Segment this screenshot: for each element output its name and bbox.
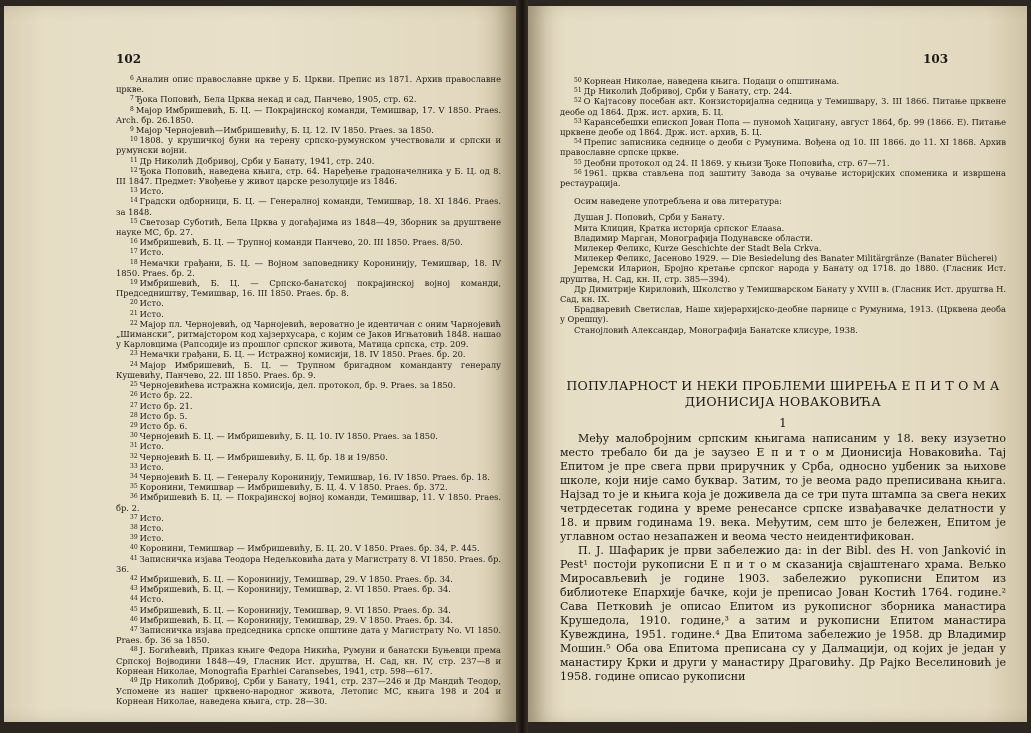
footnote — [116, 574, 501, 584]
footnote-text: Исто бр. 21. — [139, 400, 193, 411]
footnote-number: 36 — [130, 493, 138, 501]
footnote-text: Имбришевић, Б. Ц. — Трупној команди Панчево, 20. III 1850. Praes. 8/50. — [139, 237, 463, 248]
footnote-number: 30 — [130, 432, 138, 440]
footnote — [116, 554, 501, 574]
footnote-number: 53 — [574, 117, 582, 125]
footnote — [116, 380, 501, 390]
footnote-number: 41 — [130, 554, 138, 562]
footnote — [116, 319, 501, 350]
footnote-text: Имбришевић, Б. Ц. — Коронинију, Темишвар, 29. V 1850. Praes. бр. 34. — [139, 573, 453, 584]
footnote-number: 15 — [130, 217, 138, 225]
footnote — [116, 431, 501, 441]
section-number: 1 — [779, 416, 787, 430]
footnote-text: Аналин опис православне цркве у Б. Цркви. Препис из 1871. Архив православне цркве. — [116, 74, 501, 95]
footnote-text: Исто. — [139, 594, 164, 605]
footnote-text: Черноjевић Б. Ц. — Имбришевићу, Б. Ц. 10. IV 1850. Praes. за 1850. — [139, 431, 438, 442]
footnote — [560, 137, 1006, 157]
paragraph: П. Ј. Шафарик је први забележио да: in der Bibl. des H. von Janković in Pest¹ постоји рукописни Е п и т о м сказанија свјаштенаго храма. Вељко Миросављевић је године 1903. забележио рукописни Епитом из библиотеке Епархије бачке, који је преписао Јован Костић 1764. године.² Сава Петковић је описао Епитом из рукописног зборника манастира Крушедола, 1910. године,³ а затим и рукописни Епитом манастира Кувеждина, 1951. године.⁴ Два Епитома забележио је 1958. др Владимир Мошин.⁵ Оба ова Епитома преписана су у Далмацији, од којих је један у манастиру Крки и други у манастиру Драговићу. Др Рајко Веселиновић је 1958. године описао рукописни — [560, 544, 1006, 683]
footnote-number: 23 — [130, 350, 138, 358]
footnote-number: 11 — [130, 156, 138, 164]
footnote-number: 10 — [130, 136, 138, 144]
footnote-text: Коронини, Темишвар — Имбришевићу, Б. Ц. 4. V 1850. Praes. бр. 372. — [139, 482, 448, 493]
footnote-text: Ђока Поповић, Бела Црква некад и сад, Панчево, 1905, стр. 62. — [135, 94, 417, 105]
footnote-text: Имбришевић, Б. Ц. — Коронинију, Темишвар, 9. VI 1850. Praes. бр. 34. — [139, 604, 451, 615]
footnote — [116, 625, 501, 645]
footnote — [116, 258, 501, 278]
footnote-number: 14 — [130, 197, 138, 205]
footnote-text: Имбришевић, Б. Ц. — Српско-банатској покрајинској војној команди, Председништву, Темишвар, 16. III 1850. Praes. бр. 8. — [116, 278, 501, 299]
literature-intro: Осим наведене употребљена и ова литература: — [574, 196, 782, 207]
footnote — [560, 96, 1006, 116]
footnote — [116, 217, 501, 237]
footnote-text: Исто бр. 6. — [139, 420, 188, 431]
footnote-number: 54 — [574, 138, 582, 146]
footnote-number: 7 — [130, 95, 134, 103]
footnote-text: Карансебешки епископ Јован Попа — пуномоћ Хацигану, август 1864, бр. 99 (1866. Е). Питање црквене деобе од 1864. Држ. ист. архив, Б. Ц. — [560, 116, 1006, 138]
footnote-text: О Кајтасову посебан акт. Конзисторијална седница у Темишвару, 3. III 1866. Питање црквене деобе од 1864. Држ. ист. архив, Б. Ц. — [560, 96, 1006, 117]
footnote-number: 20 — [130, 299, 138, 307]
footnote-number: 38 — [130, 523, 138, 531]
footnote-list — [560, 76, 1006, 188]
article-body — [560, 432, 1006, 684]
footnote — [560, 86, 1006, 96]
footnote-text: Черноjевићева истражна комисија, дел. протокол, бр. 9. Praes. за 1850. — [139, 380, 456, 391]
footnote-text: Немачки грађани, Б. Ц. — Војном заповеднику Коронинију, Темишвар, 18. IV 1850. Praes. бр. 2. — [116, 257, 501, 278]
footnote — [116, 135, 501, 155]
footnote-number: 44 — [130, 595, 138, 603]
footnote-text: Исто. — [139, 308, 164, 319]
footnote-number: 29 — [130, 421, 138, 429]
footnote-number: 48 — [130, 646, 138, 654]
footnote — [116, 125, 501, 135]
footnote-number: 32 — [130, 452, 138, 460]
article-title-line: ДИОНИСИЈА НОВАКОВИЋА — [684, 394, 882, 409]
footnote-number: 42 — [130, 574, 138, 582]
literature-item: Брадваревић Светислав, Наше хијерархијско-деобне парнице с Румунима, 1913. (Црквена деоба у Орешцу). — [560, 304, 1006, 325]
footnote-number: 52 — [574, 97, 582, 105]
left-page — [4, 6, 516, 722]
footnote-number: 33 — [130, 462, 138, 470]
footnote-text: Корнеан Николае, наведена књига. Подаци о општинама. — [583, 76, 840, 86]
footnote-text: Др Николић Добривој, Срби у Банату, 1941, стр. 237—246 и Др Мандић Теодор, Успомене из нашег црквено-народног живота, Летопис МС, књига 198 и 204 и Корнеан Николае, наведена књига, стр. 28—30. — [116, 675, 501, 707]
footnote-text: Исто. — [139, 247, 164, 258]
footnote — [116, 349, 501, 359]
paragraph: Међу малобројним српским књигама написаним у 18. веку изузетно место требало би да је заузео Е п и т о м Дионисија Новаковића. Тај Епитом је пре свега први приручник у Срба, односно уџбеник за њихове школе, који није само буквар. Затим, то је веома радо преписивана књига. Најзад то је и књига која је доживела да се три пута штампа за свега неких четрдесетак година у време ренесансе српске извађавачке делатности у 18. и првим годинама 19. века. Међутим, сем што је бележен, Епитом је углавном остао незапажен и веома често неидентификован. — [560, 432, 1006, 543]
footnote-number: 18 — [130, 258, 138, 266]
footnote-text: Др Николић Добривој, Срби у Банату, стр. 244. — [583, 86, 793, 97]
footnote-number: 17 — [130, 248, 138, 256]
footnote-text: Имбришевић, Б. Ц. — Коронинију, Темишвар, 29. V 1850. Praes. бр. 34. — [139, 614, 453, 625]
literature-item: Др Димитрије Кириловић, Школство у Темишварском Банату у XVIII в. (Гласник Ист. друштва Н. Сад, кн. IX. — [560, 283, 1006, 305]
footnote — [560, 168, 1006, 188]
literature-item: Јеремски Иларион, Бројно кретање српског народа у Банату од 1718. до 1880. (Гласник Ист. друштва, Н. Сад, кн. II, стр. 385—394). — [560, 263, 1006, 284]
footnote-text: Исто. — [139, 186, 164, 197]
right-page — [528, 6, 1027, 722]
footnote-text: Ј. Богићевић, Приказ књиге Федора Никића, Румуни и банатски Буњевци према Српској Војводини 1848—49, Гласник Ист. друштва, Н. Сад, кн. IV, стр. 237—8 и Корнеан Николае, Monografia Eparhiei Caransebes, 1941, стр. 598—617. — [116, 645, 501, 676]
footnote-text: Исто бр. 5. — [139, 410, 188, 421]
footnote-number: 19 — [130, 279, 138, 287]
footnote — [116, 401, 501, 411]
footnote-number: 9 — [130, 126, 134, 134]
footnote-text: Мајор Черноjевић—Имбришевићу, Б. Ц. 12. IV 1850. Praes. за 1850. — [135, 125, 434, 136]
footnote-number: 22 — [130, 319, 138, 327]
footnote-text: Имбришевић Б. Ц. — Покрајинској војној команди, Темишвар, 11. V 1850. Praes. бр. 2. — [116, 492, 501, 513]
footnote-number: 28 — [130, 411, 138, 419]
article-title — [560, 378, 1006, 410]
footnote — [116, 472, 501, 482]
footnote — [116, 523, 501, 533]
footnote — [116, 513, 501, 523]
footnote — [560, 117, 1006, 137]
footnote-text: Черноjевић Б. Ц. — Имбришевићу, Б. Ц. бр. 18 и 19/850. — [139, 451, 388, 462]
footnote-number: 34 — [130, 472, 138, 480]
footnote — [116, 237, 501, 247]
footnote — [116, 411, 501, 421]
footnote-number: 16 — [130, 238, 138, 246]
footnote — [116, 298, 501, 308]
footnote-number: 46 — [130, 615, 138, 623]
footnote-text: Исто. — [139, 533, 164, 544]
footnote-text: Коронини, Темишвар — Имбришевићу, Б. Ц. 20. V 1850. Praes. бр. 34, Р. 445. — [139, 543, 480, 554]
footnote-text: Исто бр. 22. — [139, 390, 193, 401]
footnote-number: 13 — [130, 187, 138, 195]
footnote — [116, 309, 501, 319]
footnote — [116, 278, 501, 298]
footnote-number: 27 — [130, 401, 138, 409]
footnote — [116, 605, 501, 615]
footnote-text: Мајор Имбришевић, Б. Ц. — Трупном бригадном команданту генералу Кушевићу, Панчево, 22. III 1850. Praes. бр. 9. — [116, 359, 501, 380]
literature-item: Милекер Феликс, Јасеново 1929. — Die Besiedelung des Banater Militärgränze (Banater Bücherei) — [574, 253, 998, 264]
footnote-number: 50 — [574, 77, 582, 84]
footnote-number: 45 — [130, 605, 138, 613]
page-number: 103 — [923, 52, 949, 66]
footnote — [560, 76, 1006, 86]
footnote — [116, 94, 501, 104]
footnote-text: Светозар Суботић, Бела Црква у догађајима из 1848—49, Зборник за друштвене науке МС, бр. 27. — [116, 216, 501, 238]
footnote-number: 56 — [574, 168, 582, 176]
footnote-number: 26 — [130, 391, 138, 399]
literature-item: Милекер Феликс, Kurze Geschichte der Stadt Bela Crkva. — [574, 243, 822, 254]
footnote — [116, 594, 501, 604]
footnote-text: Ђока Поповић, наведена књига, стр. 64. Наређење градоначелника у Б. Ц. од 8. III 1847. Предмет: Увођење у живот царске резолуције из 1846. — [116, 165, 501, 187]
footnote-number: 21 — [130, 309, 138, 317]
footnote-number: 35 — [130, 483, 138, 491]
footnote-text: Исто. — [139, 441, 164, 452]
footnote-text: Немачки грађани, Б. Ц. — Истражној комисији, 18. IV 1850. Praes. бр. 20. — [139, 349, 466, 360]
footnote — [116, 482, 501, 492]
footnote — [116, 492, 501, 512]
footnote-text: Имбришевић, Б. Ц. — Коронинију, Темишвар, 2. VI 1850. Praes. бр. 34. — [139, 584, 451, 595]
footnote-text: Др Николић Добривој, Срби у Банату, 1941, стр. 240. — [139, 155, 375, 166]
footnote-text: Исто. — [139, 461, 164, 472]
footnote-text: Исто. — [139, 298, 164, 309]
footnote — [116, 543, 501, 553]
footnote — [116, 615, 501, 625]
footnote — [116, 452, 501, 462]
footnote-text: Мајор пл. Черноjевић, од Чарноjевић, вероватно је идентичан с оним Чарнојевић „Шимански“, ритмајстором код хајзерхусара, с којим се Јаков Игњатовић 1848. нашао у Карловцима (Рапсодије из прошлог српског живота, Матица српска, стр. 209. — [116, 318, 501, 350]
literature-item: Мита Клицин, Кратка историја српског Елаasа. — [574, 222, 785, 233]
footnote-text: Градски одборници, Б. Ц. — Генералној команди, Темишвар, 18. XI 1846. Praes. за 1848. — [116, 196, 501, 217]
footnote-text: Препис записника седнице о деоби с Румунима. Вођена од 10. III 1866. до 11. XI 1868. Архив православне српске цркве. — [560, 137, 1006, 158]
footnote — [116, 360, 501, 380]
footnote — [116, 584, 501, 594]
footnote — [116, 533, 501, 543]
book-gutter — [516, 0, 528, 733]
footnote — [560, 158, 1006, 168]
footnote — [116, 421, 501, 431]
footnote-number: 8 — [130, 105, 134, 113]
footnotes-right — [560, 76, 1006, 335]
footnote-text: Записничка изјава председника српске општине дата у Магистрату No. VI 1850. Praes. бр. 36 за 1850. — [116, 624, 501, 646]
literature-item: Душан Ј. Поповић, Срби у Банату. — [574, 212, 725, 223]
page-number: 102 — [116, 52, 142, 66]
footnote — [116, 196, 501, 216]
footnote — [116, 74, 501, 94]
literature-item: Станојловић Александар, Монографија Банатске клисуре, 1938. — [574, 324, 858, 335]
literature-item: Владимир Марган, Монографија Подунавске области. — [574, 232, 813, 243]
footnote-number: 12 — [130, 166, 138, 174]
footnote-number: 40 — [130, 544, 138, 552]
footnote-number: 49 — [130, 676, 138, 684]
literature-list — [560, 212, 1006, 334]
footnote — [116, 676, 501, 707]
footnote — [116, 186, 501, 196]
footnote — [116, 247, 501, 257]
footnote — [116, 156, 501, 166]
footnote-text: Деобни протокол од 24. II 1869. у књизи Ђоке Поповића, стр. 67—71. — [583, 157, 890, 168]
footnote-text: 1808. у крушичкој буни на терену српско-румунском учествовали и српски и румунски војни. — [116, 135, 501, 156]
footnote — [116, 390, 501, 400]
footnote-number: 55 — [574, 158, 582, 166]
footnote-number: 51 — [574, 87, 582, 95]
footnote-number: 37 — [130, 513, 138, 521]
footnote — [116, 462, 501, 472]
footnote-number: 24 — [130, 360, 138, 368]
footnote-number: 47 — [130, 625, 138, 633]
footnote-number: 25 — [130, 381, 138, 389]
footnote-text: Исто. — [139, 522, 164, 533]
footnote-text: 1961. црква стављена под заштиту Завода за очување историјских споменика и извршена рестаурација. — [560, 167, 1006, 189]
footnote-number: 6 — [130, 75, 134, 82]
footnote-number: 31 — [130, 442, 138, 450]
footnote — [116, 645, 501, 676]
footnote-text: Исто. — [139, 512, 164, 523]
footnote — [116, 441, 501, 451]
footnotes-left — [116, 74, 501, 707]
footnote — [116, 105, 501, 125]
footnote-number: 43 — [130, 585, 138, 593]
footnote — [116, 166, 501, 186]
footnote-text: Черноjевић Б. Ц. — Генералу Коронинију, Темишвар, 16. IV 1850. Praes. бр. 18. — [139, 471, 490, 482]
footnote-number: 39 — [130, 534, 138, 542]
footnote-text: Записничка изјава Теодора Недељковића дата у Магистрату 8. VI 1850. Praes. бр. 36. — [116, 553, 501, 574]
footnote-text: Мајор Имбришевић, Б. Ц. — Покрајинској команди, Темишвар, 17. V 1850. Praes. Arch. бр. 26.1850. — [116, 104, 501, 125]
article-title-line: ПОПУЛАРНОСТ И НЕКИ ПРОБЛЕМИ ШИРЕЊА Е П И Т О М А — [566, 378, 1000, 393]
